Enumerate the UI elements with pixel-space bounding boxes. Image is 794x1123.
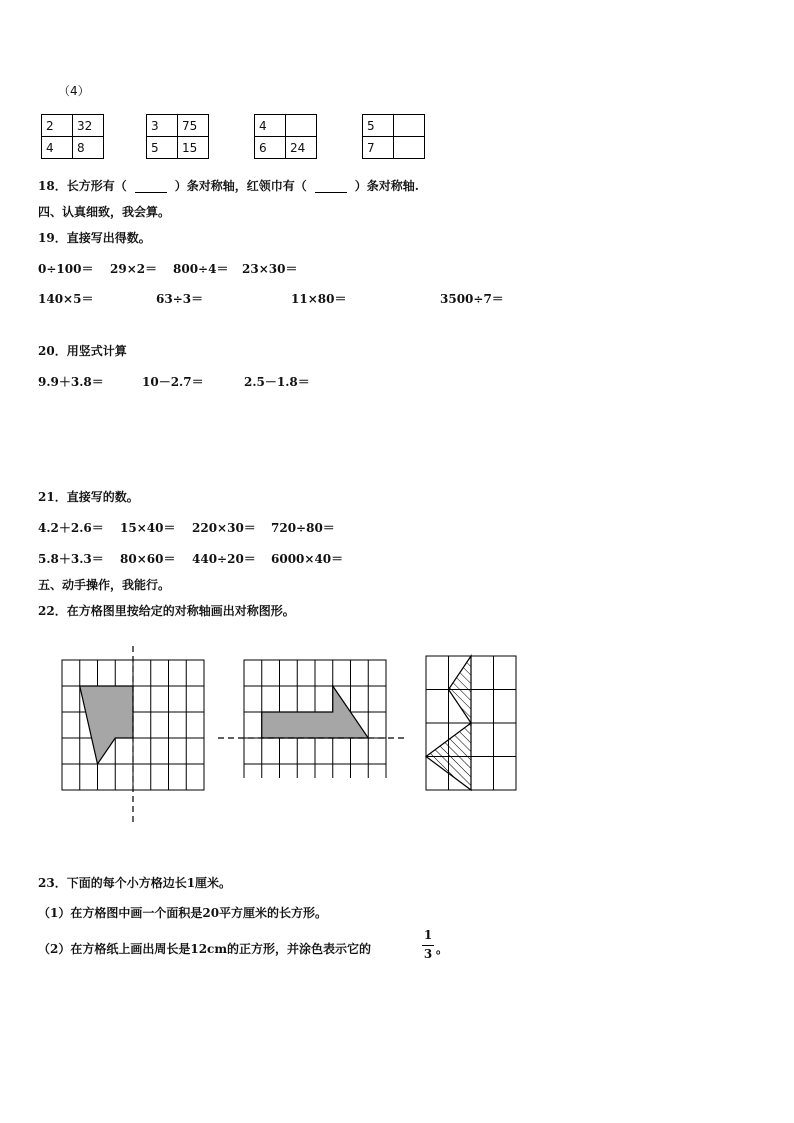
symmetry-grid-1[interactable]: [55, 628, 215, 828]
q18-question: [38, 178, 419, 194]
q19-item: 800÷4＝: [173, 262, 229, 276]
q18-text-a: 18．长方形有（: [38, 179, 127, 193]
grid-cell: 32: [73, 115, 104, 137]
grid-cell: 3: [147, 115, 178, 137]
grid-cell: 75: [178, 115, 209, 137]
grid-cell: [286, 115, 317, 137]
grid-cell: 7: [363, 137, 394, 159]
q23-end: 。: [436, 942, 449, 956]
grid-cell: 5: [147, 137, 178, 159]
grid-cell: 24: [286, 137, 317, 159]
number-grid-2: [146, 114, 209, 159]
q21-item: 720÷80＝: [271, 521, 335, 535]
symmetry-grid-2[interactable]: [216, 628, 406, 778]
grid-cell: [394, 115, 425, 137]
grid-cell: 2: [42, 115, 73, 137]
q23-part-1: （1）在方格图中画一个面积是20平方厘米的长方形。: [38, 906, 328, 920]
q21-item: 440÷20＝: [192, 552, 256, 566]
q19-item: 140×5＝: [38, 292, 94, 306]
grid-cell: [394, 137, 425, 159]
grid-cell: 6: [255, 137, 286, 159]
answer-blank-2[interactable]: [307, 178, 355, 194]
given-shape: [80, 686, 133, 764]
q19-item: 3500÷7＝: [440, 292, 504, 306]
grid-cell: 4: [255, 115, 286, 137]
number-grid-3: [254, 114, 317, 159]
grid-cell: 15: [178, 137, 209, 159]
q21-item: 80×60＝: [120, 552, 176, 566]
q21-item: 220×30＝: [192, 521, 256, 535]
number-grid-1: [41, 114, 104, 159]
q20-item: 9.9＋3.8＝: [38, 375, 104, 389]
q21-item: 15×40＝: [120, 521, 176, 535]
q23-part-2-text: （2）在方格纸上画出周长是12cm的正方形，并涂色表示它的: [38, 942, 372, 956]
fraction-bar: [422, 945, 434, 946]
q20-item: 10－2.7＝: [142, 375, 204, 389]
q23-title: 23．下面的每个小方格边长1厘米。: [38, 876, 232, 890]
q21-item: 6000×40＝: [271, 552, 344, 566]
q23-part-2: [38, 941, 371, 957]
section-5-heading: 五、动手操作，我能行。: [38, 578, 171, 592]
q19-item: 63÷3＝: [156, 292, 204, 306]
q21-item: 5.8＋3.3＝: [38, 552, 104, 566]
q21-title: 21．直接写的数。: [38, 490, 139, 504]
number-grid-4: [362, 114, 425, 159]
fraction-denominator: 3: [423, 947, 433, 961]
q17-part-label: （4）: [58, 84, 90, 98]
q19-item: 23×30＝: [242, 262, 298, 276]
section-4-heading: 四、认真细致，我会算。: [38, 205, 171, 219]
q19-item: 29×2＝: [110, 262, 158, 276]
q19-title: 19．直接写出得数。: [38, 231, 151, 245]
q18-text-b: ）条对称轴，红领巾有（: [174, 179, 307, 193]
answer-blank-1[interactable]: [127, 178, 175, 194]
q22-title: 22．在方格图里按给定的对称轴画出对称图形。: [38, 604, 295, 618]
grid-cell: 5: [363, 115, 394, 137]
symmetry-grid-3[interactable]: [420, 650, 520, 795]
q21-item: 4.2＋2.6＝: [38, 521, 104, 535]
grid-cell: 8: [73, 137, 104, 159]
q20-item: 2.5－1.8＝: [244, 375, 310, 389]
q19-item: 0÷100＝: [38, 262, 94, 276]
grid-cell: 4: [42, 137, 73, 159]
q18-text-c: ）条对称轴.: [354, 179, 419, 193]
hatched-triangle-upper: [449, 656, 472, 723]
q20-title: 20．用竖式计算: [38, 344, 127, 358]
q19-item: 11×80＝: [291, 292, 347, 306]
fraction-numerator: 1: [423, 928, 433, 942]
